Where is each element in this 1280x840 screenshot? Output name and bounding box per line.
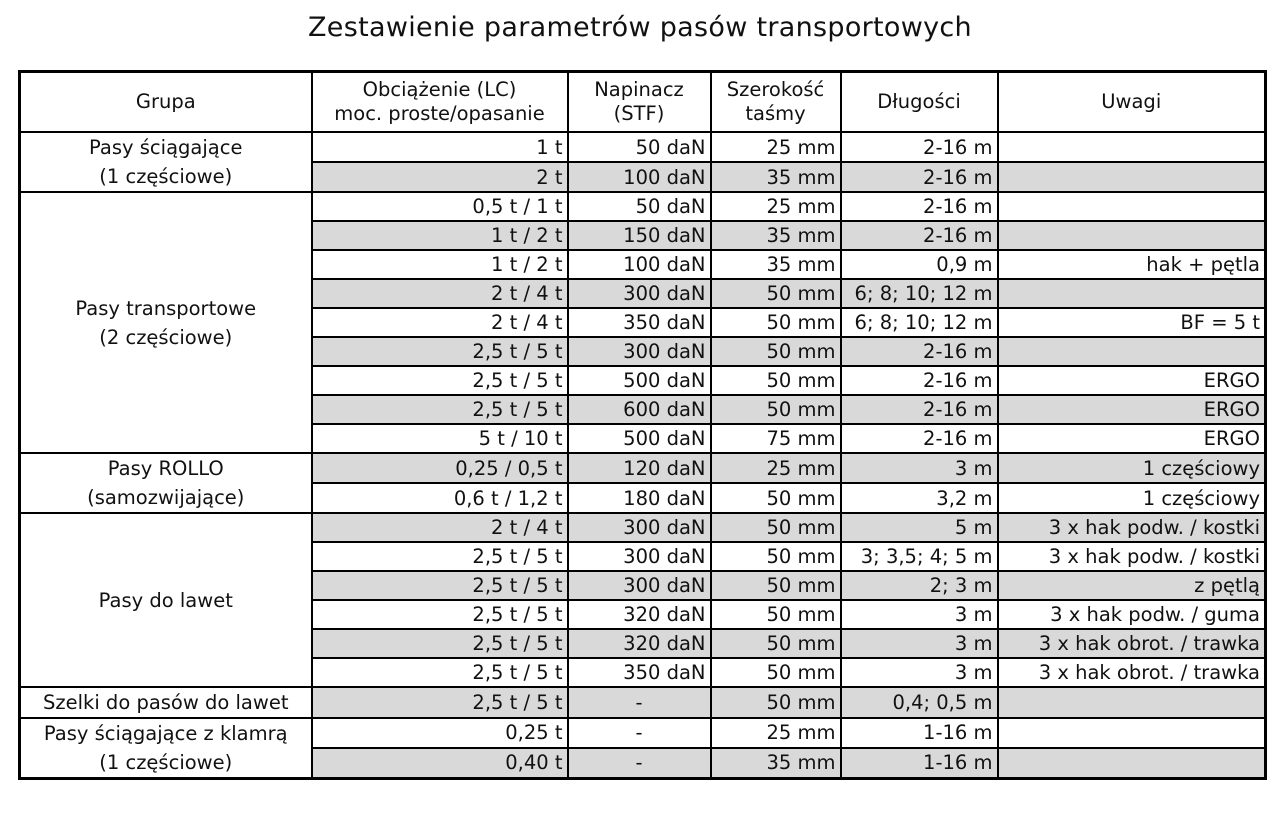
cell-tensioner: 600 daN — [568, 395, 711, 424]
group-cell: Pasy transportowe (2 częściowe) — [20, 192, 312, 453]
cell-tensioner: 150 daN — [568, 221, 711, 250]
cell-width: 25 mm — [711, 132, 841, 162]
cell-note: z pętlą — [998, 571, 1266, 600]
cell-width: 50 mm — [711, 279, 841, 308]
cell-tensioner: 50 daN — [568, 132, 711, 162]
cell-note — [998, 279, 1266, 308]
cell-note — [998, 132, 1266, 162]
cell-length: 1-16 m — [841, 718, 998, 748]
cell-width: 35 mm — [711, 221, 841, 250]
parameters-table — [18, 70, 1267, 780]
cell-tensioner: 320 daN — [568, 629, 711, 658]
cell-load: 1 t — [312, 132, 568, 162]
cell-length: 2-16 m — [841, 162, 998, 192]
cell-width: 50 mm — [711, 395, 841, 424]
cell-length: 3,2 m — [841, 483, 998, 513]
cell-length: 3 m — [841, 658, 998, 687]
header-tensioner: Napinacz (STF) — [568, 72, 711, 133]
group-cell: Pasy ściągające (1 częściowe) — [20, 132, 312, 192]
document-title: Zestawienie parametrów pasów transportowych — [308, 12, 972, 43]
cell-length: 0,4; 0,5 m — [841, 687, 998, 718]
cell-note: ERGO — [998, 424, 1266, 453]
cell-note: 3 x hak obrot. / trawka — [998, 658, 1266, 687]
header-load-capacity: Obciążenie (LC) moc. proste/opasanie — [312, 72, 568, 133]
cell-width: 25 mm — [711, 192, 841, 221]
cell-load: 0,25 / 0,5 t — [312, 453, 568, 483]
cell-width: 50 mm — [711, 513, 841, 542]
cell-note: ERGO — [998, 366, 1266, 395]
cell-width: 50 mm — [711, 542, 841, 571]
cell-note: BF = 5 t — [998, 308, 1266, 337]
header-lengths: Długości — [841, 72, 998, 133]
cell-tensioner: 50 daN — [568, 192, 711, 221]
group-cell: Pasy ROLLO (samozwijające) — [20, 453, 312, 513]
cell-note: 3 x hak obrot. / trawka — [998, 629, 1266, 658]
cell-tensioner: 100 daN — [568, 162, 711, 192]
cell-note — [998, 748, 1266, 779]
table-row — [20, 513, 1266, 542]
group-cell: Szelki do pasów do lawet — [20, 687, 312, 718]
table-row — [20, 192, 1266, 221]
header-notes: Uwagi — [998, 72, 1266, 133]
cell-tensioner: 180 daN — [568, 483, 711, 513]
cell-load: 5 t / 10 t — [312, 424, 568, 453]
cell-note: 1 częściowy — [998, 483, 1266, 513]
cell-length: 2-16 m — [841, 221, 998, 250]
cell-tensioner: 500 daN — [568, 424, 711, 453]
cell-width: 35 mm — [711, 748, 841, 779]
cell-note: 3 x hak podw. / kostki — [998, 513, 1266, 542]
cell-length: 0,9 m — [841, 250, 998, 279]
cell-length: 2-16 m — [841, 132, 998, 162]
cell-load: 2,5 t / 5 t — [312, 629, 568, 658]
cell-width: 35 mm — [711, 162, 841, 192]
cell-note: 3 x hak podw. / kostki — [998, 542, 1266, 571]
table-row — [20, 453, 1266, 483]
cell-tensioner: - — [568, 687, 711, 718]
cell-load: 2,5 t / 5 t — [312, 658, 568, 687]
cell-load: 1 t / 2 t — [312, 250, 568, 279]
cell-length: 2; 3 m — [841, 571, 998, 600]
cell-note: hak + pętla — [998, 250, 1266, 279]
cell-length: 2-16 m — [841, 366, 998, 395]
cell-load: 2 t / 4 t — [312, 513, 568, 542]
group-cell: Pasy do lawet — [20, 513, 312, 687]
cell-length: 2-16 m — [841, 424, 998, 453]
cell-width: 75 mm — [711, 424, 841, 453]
cell-length: 2-16 m — [841, 395, 998, 424]
cell-tensioner: 300 daN — [568, 279, 711, 308]
cell-load: 0,5 t / 1 t — [312, 192, 568, 221]
cell-length: 2-16 m — [841, 192, 998, 221]
cell-tensioner: 500 daN — [568, 366, 711, 395]
cell-load: 2,5 t / 5 t — [312, 687, 568, 718]
table-row — [20, 132, 1266, 162]
cell-width: 50 mm — [711, 337, 841, 366]
cell-load: 2,5 t / 5 t — [312, 542, 568, 571]
cell-load: 2,5 t / 5 t — [312, 600, 568, 629]
cell-length: 3 m — [841, 600, 998, 629]
cell-length: 3 m — [841, 629, 998, 658]
cell-length: 1-16 m — [841, 748, 998, 779]
cell-note — [998, 192, 1266, 221]
cell-tensioner: - — [568, 748, 711, 779]
header-group: Grupa — [20, 72, 312, 133]
cell-width: 50 mm — [711, 629, 841, 658]
cell-tensioner: 300 daN — [568, 513, 711, 542]
cell-note — [998, 221, 1266, 250]
cell-width: 50 mm — [711, 308, 841, 337]
cell-tensioner: 300 daN — [568, 542, 711, 571]
cell-width: 50 mm — [711, 687, 841, 718]
cell-width: 50 mm — [711, 600, 841, 629]
cell-length: 5 m — [841, 513, 998, 542]
cell-note — [998, 337, 1266, 366]
cell-note: ERGO — [998, 395, 1266, 424]
cell-width: 25 mm — [711, 453, 841, 483]
cell-load: 2 t — [312, 162, 568, 192]
cell-tensioner: - — [568, 718, 711, 748]
cell-length: 2-16 m — [841, 337, 998, 366]
cell-load: 0,6 t / 1,2 t — [312, 483, 568, 513]
cell-length: 3; 3,5; 4; 5 m — [841, 542, 998, 571]
cell-tensioner: 300 daN — [568, 571, 711, 600]
cell-length: 6; 8; 10; 12 m — [841, 308, 998, 337]
cell-tensioner: 350 daN — [568, 308, 711, 337]
cell-load: 2,5 t / 5 t — [312, 366, 568, 395]
cell-tensioner: 300 daN — [568, 337, 711, 366]
table-row — [20, 687, 1266, 718]
cell-tensioner: 120 daN — [568, 453, 711, 483]
cell-length: 3 m — [841, 453, 998, 483]
cell-note — [998, 687, 1266, 718]
cell-load: 2,5 t / 5 t — [312, 337, 568, 366]
cell-width: 50 mm — [711, 658, 841, 687]
cell-length: 6; 8; 10; 12 m — [841, 279, 998, 308]
cell-note: 3 x hak podw. / guma — [998, 600, 1266, 629]
header-webbing-width: Szerokość taśmy — [711, 72, 841, 133]
cell-load: 2,5 t / 5 t — [312, 571, 568, 600]
cell-load: 0,25 t — [312, 718, 568, 748]
cell-note: 1 częściowy — [998, 453, 1266, 483]
cell-load: 2 t / 4 t — [312, 279, 568, 308]
cell-tensioner: 350 daN — [568, 658, 711, 687]
cell-width: 35 mm — [711, 250, 841, 279]
group-cell: Pasy ściągające z klamrą (1 częściowe) — [20, 718, 312, 779]
cell-width: 25 mm — [711, 718, 841, 748]
cell-load: 0,40 t — [312, 748, 568, 779]
cell-width: 50 mm — [711, 366, 841, 395]
cell-load: 2 t / 4 t — [312, 308, 568, 337]
cell-note — [998, 162, 1266, 192]
cell-load: 2,5 t / 5 t — [312, 395, 568, 424]
cell-width: 50 mm — [711, 483, 841, 513]
header-row — [20, 72, 1266, 133]
cell-tensioner: 100 daN — [568, 250, 711, 279]
cell-note — [998, 718, 1266, 748]
cell-load: 1 t / 2 t — [312, 221, 568, 250]
cell-tensioner: 320 daN — [568, 600, 711, 629]
table-row — [20, 718, 1266, 748]
cell-width: 50 mm — [711, 571, 841, 600]
